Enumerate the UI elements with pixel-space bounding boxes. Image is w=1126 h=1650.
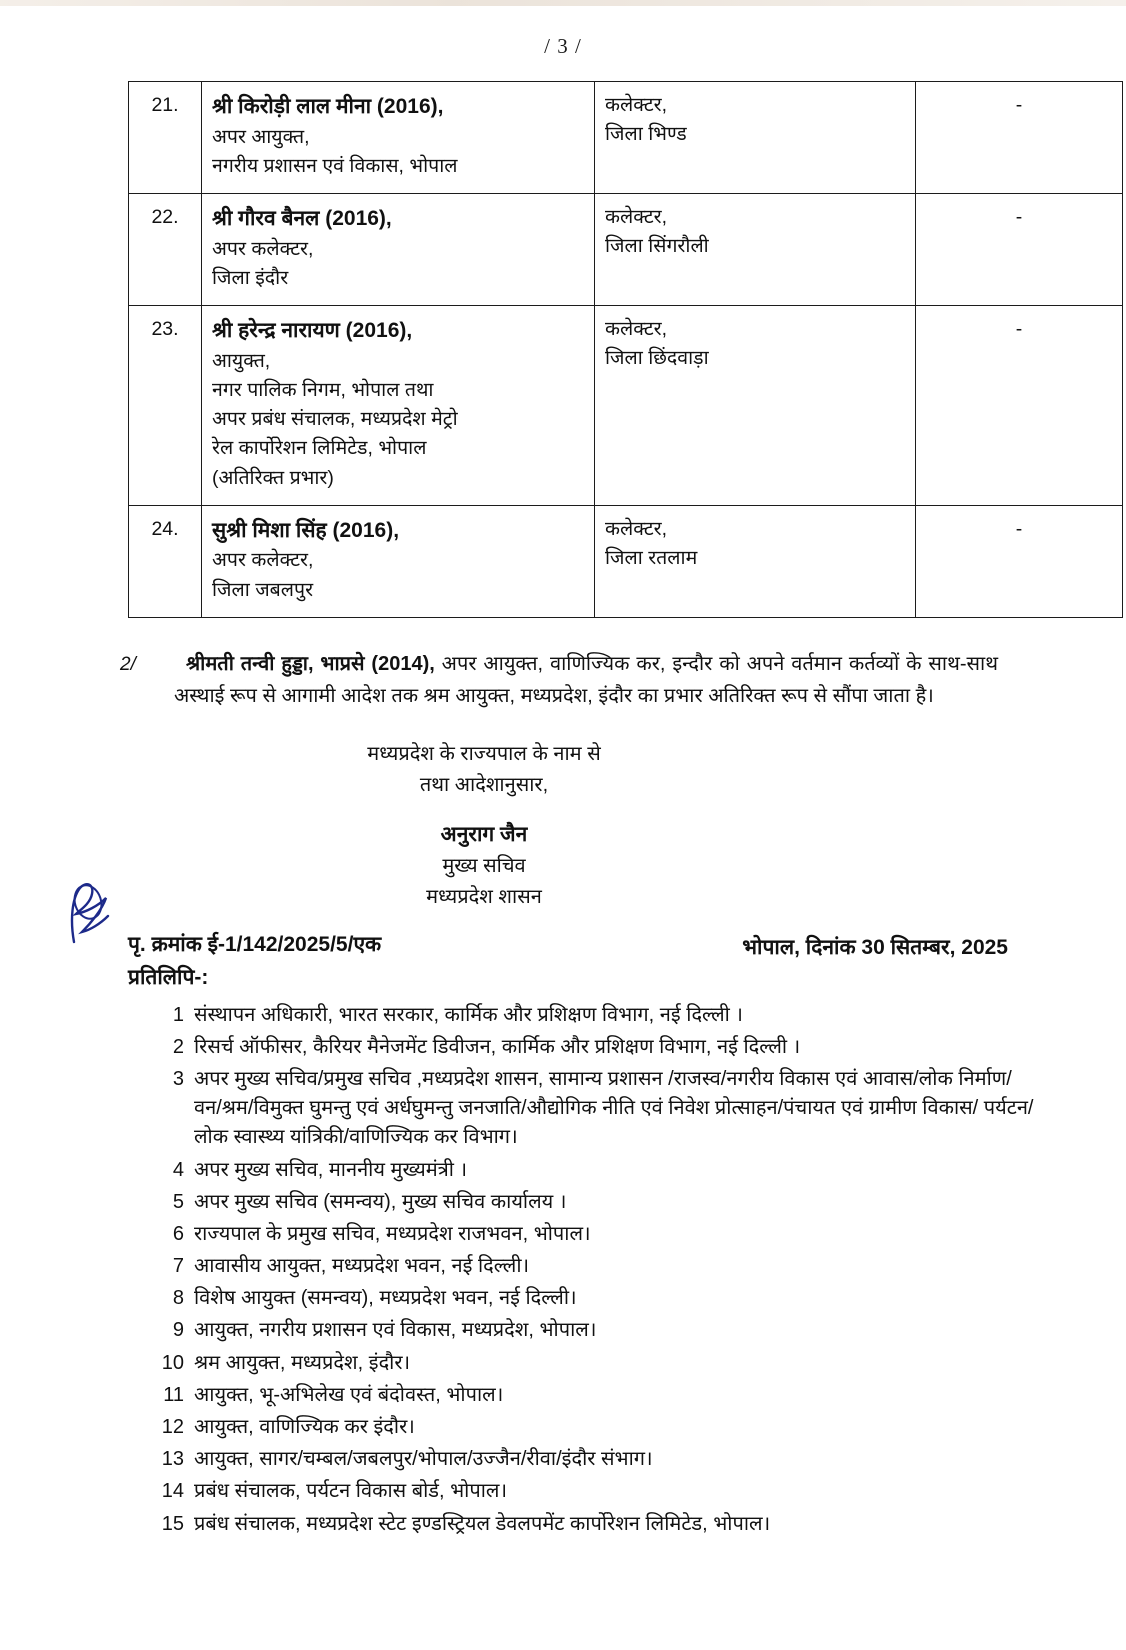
list-item	[150, 1413, 1036, 1442]
officer-detail-line: (अतिरिक्त प्रभार)	[212, 466, 334, 489]
list-item-number: 3	[172, 1067, 184, 1090]
signature-line-2: तथा आदेशानुसार,	[419, 773, 549, 796]
posting-line: कलेक्टर,	[605, 318, 668, 340]
officer-name: श्री गौरव बैनल (2016),	[212, 207, 392, 230]
place-and-date: भोपाल, दिनांक 30 सितम्बर, 2025	[742, 935, 1008, 959]
row-serial: 24.	[129, 505, 202, 617]
list-item-number: 14	[161, 1480, 184, 1503]
row-serial: 21.	[129, 82, 202, 194]
posting-line: जिला रतलाम	[605, 547, 698, 569]
list-item	[150, 1349, 1036, 1378]
table-row	[129, 306, 1123, 506]
row-serial: 23.	[129, 306, 202, 506]
list-item-number: 2	[172, 1035, 184, 1058]
row-new-posting	[595, 505, 916, 617]
list-item-text: आवासीय आयुक्त, मध्यप्रदेश भवन, नई दिल्ली।	[194, 1255, 530, 1278]
table-row	[129, 505, 1123, 617]
table-row	[129, 82, 1123, 194]
row-remark: -	[916, 82, 1123, 194]
list-item-text: आयुक्त, नगरीय प्रशासन एवं विकास, मध्यप्रदेश, भोपाल।	[194, 1319, 597, 1342]
list-item-text: आयुक्त, वाणिज्यिक कर इंदौर।	[194, 1416, 415, 1439]
officer-detail-line: आयुक्त,	[212, 349, 271, 372]
list-item-text: प्रबंध संचालक, मध्यप्रदेश स्टेट इण्डस्ट्रियल डेवलपमेंट कार्पोरेशन लिमिटेड, भोपाल।	[194, 1512, 771, 1535]
list-item	[150, 1033, 1036, 1062]
handwritten-signature-icon	[64, 880, 118, 950]
list-item	[150, 1510, 1036, 1539]
paragraph-marker: 2/	[120, 653, 136, 675]
list-item-number: 7	[172, 1255, 184, 1278]
signatory-name: अनुराग जैन	[440, 822, 528, 846]
list-item-number: 5	[172, 1190, 184, 1213]
scan-edge	[0, 0, 1126, 6]
list-item-text: आयुक्त, सागर/चम्बल/जबलपुर/भोपाल/उज्जैन/रीवा/इंदौर संभाग।	[194, 1448, 653, 1471]
list-item	[150, 1001, 1036, 1030]
list-item-number: 6	[172, 1222, 184, 1245]
officer-detail-line: अपर कलेक्टर,	[212, 237, 314, 260]
row-officer	[202, 82, 595, 194]
posting-line: जिला भिण्ड	[605, 123, 687, 146]
list-item-number: 13	[161, 1448, 184, 1471]
list-item	[150, 1188, 1036, 1217]
list-item	[150, 1156, 1036, 1185]
list-item-text: अपर मुख्य सचिव, माननीय मुख्यमंत्री ।	[194, 1158, 468, 1181]
officers-table	[128, 81, 1123, 618]
paragraph-text: अपर आयुक्त, वाणिज्यिक कर, इन्दौर को अपने वर्तमान कर्तव्यों के साथ-साथ अस्थाई रूप से आगामी आदेश तक श्रम आयुक्त, मध्यप्रदेश, इंदौर का प्रभार अतिरिक्त रूप से सौंपा जाता है।	[174, 652, 999, 708]
list-item-number: 4	[172, 1158, 184, 1181]
signature-inner	[367, 739, 600, 914]
officer-detail-line: नगरीय प्रशासन एवं विकास, भोपाल	[212, 154, 458, 177]
posting-line: जिला सिंगरौली	[605, 235, 709, 258]
page-number: / 3 /	[544, 34, 582, 58]
signatory-designation: मुख्य सचिव	[442, 855, 526, 878]
row-serial: 22.	[129, 194, 202, 306]
list-item-number: 11	[163, 1383, 184, 1406]
reference-row	[128, 929, 1008, 961]
paragraph-body	[128, 648, 998, 713]
row-officer	[202, 194, 595, 306]
row-remark: -	[916, 306, 1123, 506]
list-item	[150, 1381, 1036, 1410]
list-item-number: 10	[161, 1351, 184, 1374]
posting-line: जिला छिंदवाड़ा	[605, 347, 709, 370]
list-item-text: संस्थापन अधिकारी, भारत सरकार, कार्मिक और प्रशिक्षण विभाग, नई दिल्ली ।	[194, 1003, 743, 1026]
officer-detail-line: नगर पालिक निगम, भोपाल तथा	[212, 378, 434, 401]
row-new-posting	[595, 194, 916, 306]
signature-line-1: मध्यप्रदेश के राज्यपाल के नाम से	[367, 742, 601, 765]
row-officer	[202, 505, 595, 617]
list-item	[150, 1477, 1036, 1506]
posting-line: कलेक्टर,	[605, 94, 668, 116]
officer-detail-line: रेल कार्पोरेशन लिमिटेड, भोपाल	[212, 437, 427, 460]
paragraph-two	[120, 648, 999, 713]
list-item-number: 9	[172, 1319, 184, 1342]
officer-detail-line: अपर प्रबंध संचालक, मध्यप्रदेश मेट्रो	[212, 408, 458, 430]
list-item-number: 12	[161, 1416, 184, 1439]
signatory-government: मध्यप्रदेश शासन	[426, 886, 542, 909]
row-new-posting	[595, 82, 916, 194]
list-item	[150, 1252, 1036, 1281]
copy-distribution-list	[150, 1001, 1036, 1539]
list-item-text: आयुक्त, भू-अभिलेख एवं बंदोवस्त, भोपाल।	[194, 1383, 504, 1406]
table-row	[129, 194, 1123, 306]
posting-line: कलेक्टर,	[605, 517, 668, 540]
list-item-number: 1	[172, 1003, 184, 1026]
officer-name: सुश्री मिशा सिंह (2016),	[212, 518, 400, 542]
copy-label: प्रतिलिपि-:	[128, 965, 209, 989]
list-item-text: अपर मुख्य सचिव (समन्वय), मुख्य सचिव कार्यालय ।	[194, 1190, 567, 1213]
posting-line: कलेक्टर,	[605, 206, 668, 228]
officer-name: श्री किरोड़ी लाल मीना (2016),	[212, 95, 444, 118]
row-remark: -	[916, 505, 1123, 617]
list-item-text: प्रबंध संचालक, पर्यटन विकास बोर्ड, भोपाल।	[194, 1480, 508, 1503]
row-remark: -	[916, 194, 1123, 306]
list-item-text: अपर मुख्य सचिव/प्रमुख सचिव ,मध्यप्रदेश शासन, सामान्य प्रशासन /राजस्व/नगरीय विकास एवं आवास/लोक निर्माण/वन/श्रम/विमुक्त घुमन्तु एवं अर्धघुमन्तु जनजाति/औद्योगिक नीति एवं निवेश प्रोत्साहन/पंचायत एवं ग्रामीण विकास/ पर्यटन/लोक स्वास्थ्य यांत्रिकी/वाणिज्यिक कर विभाग।	[194, 1067, 1034, 1149]
signature-block	[0, 739, 1008, 914]
list-item	[150, 1445, 1036, 1474]
officer-detail-line: जिला जबलपुर	[212, 578, 314, 601]
list-item	[150, 1065, 1036, 1153]
list-item-number: 8	[172, 1287, 184, 1310]
reference-number: पृ. क्रमांक ई-1/142/2025/5/एक	[128, 933, 382, 957]
row-new-posting	[595, 306, 916, 506]
officers-table-body	[129, 82, 1123, 618]
row-officer	[202, 306, 595, 506]
list-item-text: विशेष आयुक्त (समन्वय), मध्यप्रदेश भवन, नई दिल्ली।	[194, 1287, 577, 1310]
list-item	[150, 1220, 1036, 1249]
officer-detail-line: अपर आयुक्त,	[212, 125, 310, 148]
list-item-text: राज्यपाल के प्रमुख सचिव, मध्यप्रदेश राजभवन, भोपाल।	[194, 1222, 591, 1245]
officer-detail-line: अपर कलेक्टर,	[212, 549, 314, 572]
list-item-number: 15	[161, 1512, 184, 1535]
list-item	[150, 1316, 1036, 1345]
paragraph-bold-name: श्रीमती तन्वी हुड्डा, भाप्रसे (2014),	[186, 652, 435, 675]
list-item	[150, 1284, 1036, 1313]
officer-name: श्री हरेन्द्र नारायण (2016),	[212, 319, 413, 342]
list-item-text: श्रम आयुक्त, मध्यप्रदेश, इंदौर।	[194, 1351, 411, 1374]
list-item-text: रिसर्च ऑफीसर, कैरियर मैनेजमेंट डिवीजन, कार्मिक और प्रशिक्षण विभाग, नई दिल्ली ।	[194, 1035, 801, 1058]
officer-detail-line: जिला इंदौर	[212, 266, 289, 289]
